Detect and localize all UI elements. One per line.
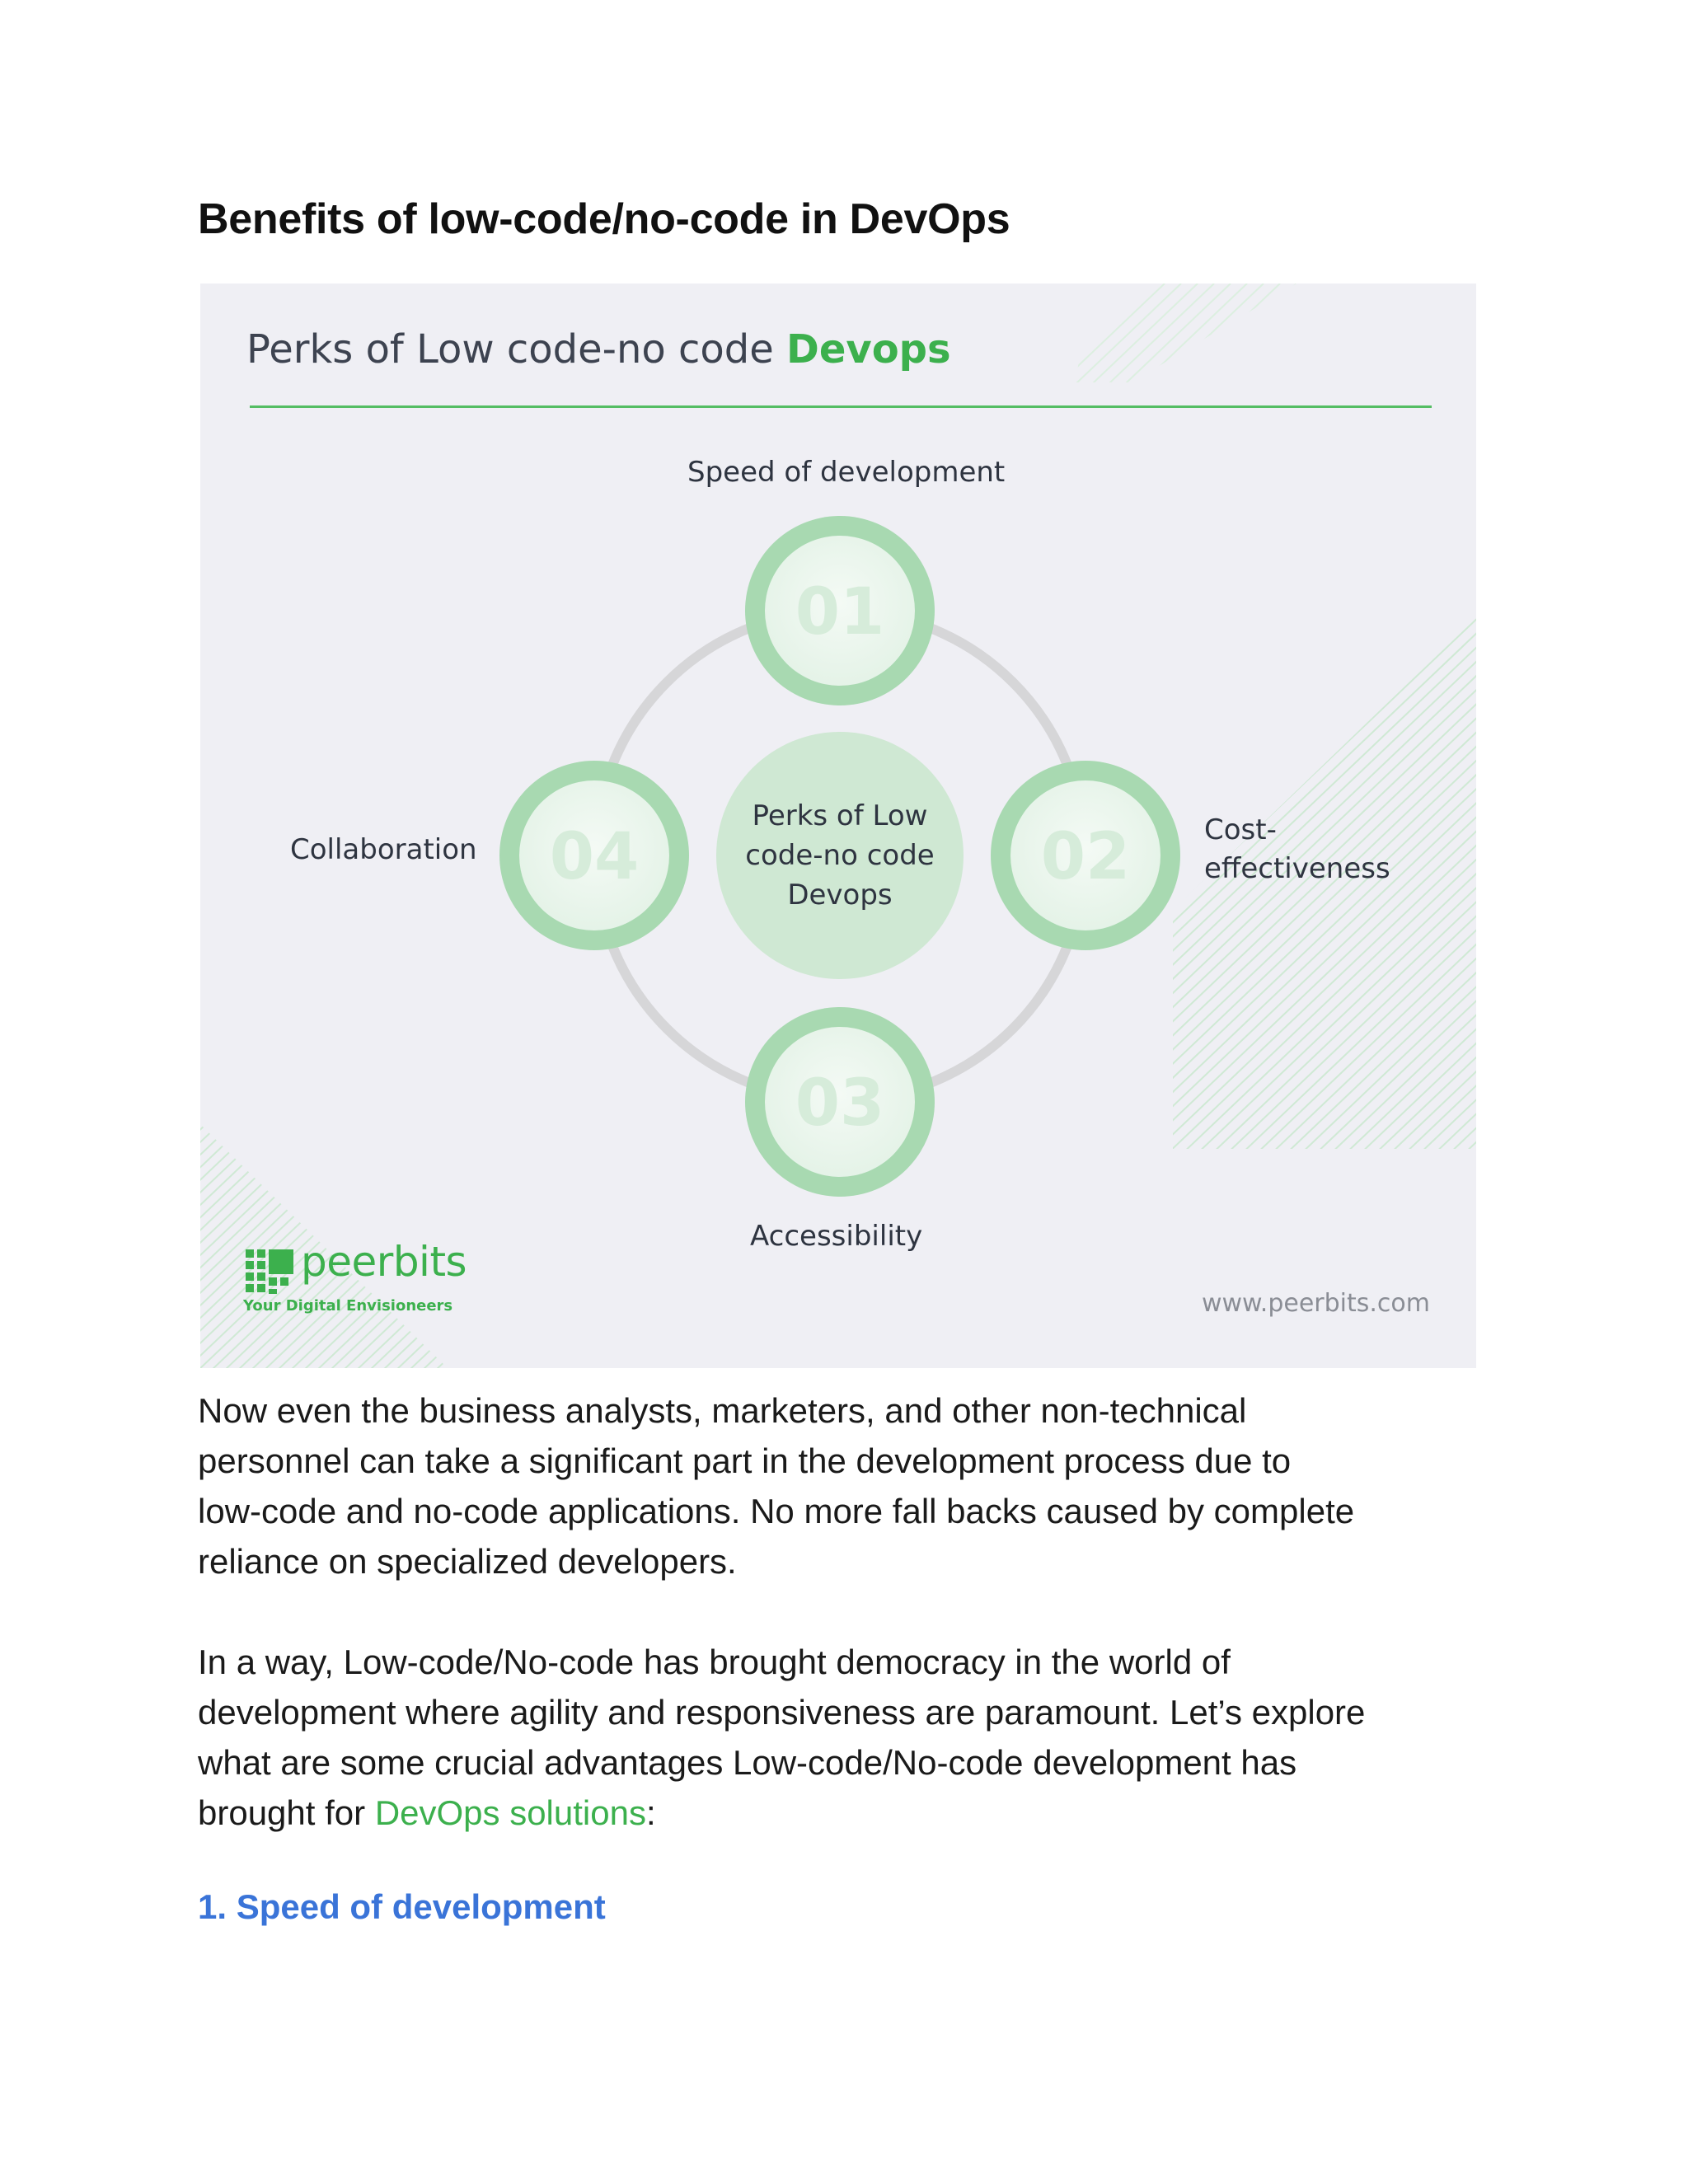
paragraph-1-line: Now even the business analysts, marketers, and other non-technical	[198, 1391, 1247, 1430]
paragraph-2	[198, 1637, 1484, 1838]
perk-label-accessibility: Accessibility	[750, 1220, 923, 1253]
website-url: www.peerbits.com	[1201, 1289, 1430, 1318]
paragraph-2-punctuation: :	[645, 1793, 656, 1832]
paragraph-2-line	[198, 1788, 1484, 1838]
paragraph-2-line: what are some crucial advantages Low-code/No-code development has	[198, 1743, 1297, 1782]
perk-number-02: 02	[1040, 820, 1131, 894]
perk-number-04: 04	[549, 820, 640, 894]
center-line-1: Perks of Low	[752, 799, 928, 832]
paragraph-1-line: low-code and no-code applications. No more fall backs caused by complete	[198, 1492, 1355, 1530]
perk-number-03: 03	[795, 1066, 885, 1141]
paragraph-1	[198, 1385, 1484, 1586]
section-heading-speed: 1. Speed of development	[198, 1887, 606, 1926]
paragraph-2-line: development where agility and responsiveness are paramount. Let’s explore	[198, 1693, 1366, 1732]
devops-solutions-link[interactable]: DevOps solutions	[374, 1793, 646, 1832]
paragraph-2-line: In a way, Low-code/No-code has brought democracy in the world of	[198, 1643, 1231, 1681]
perks-infographic	[200, 284, 1476, 1368]
logo-wordmark: peerbits	[301, 1238, 467, 1286]
page-heading: Benefits of low-code/no-code in DevOps	[198, 195, 1010, 243]
logo-tagline: Your Digital Envisioneers	[243, 1297, 453, 1315]
perk-label-speed: Speed of development	[687, 456, 1006, 489]
center-label	[711, 796, 968, 915]
paragraph-1-line: reliance on specialized developers.	[198, 1542, 737, 1581]
title-divider	[250, 405, 1432, 408]
perk-number-01: 01	[795, 575, 885, 649]
perk-label-cost: Cost- effectiveness	[1204, 813, 1390, 885]
paragraph-1-line: personnel can take a significant part in the development process due to	[198, 1441, 1292, 1480]
paragraph-2-text: brought for	[198, 1793, 375, 1832]
center-line-2: code-no code	[745, 839, 935, 872]
infographic-title: Perks of Low code-no code Devops	[246, 326, 951, 373]
perk-label-collaboration: Collaboration	[290, 833, 477, 866]
center-line-3: Devops	[787, 879, 893, 912]
